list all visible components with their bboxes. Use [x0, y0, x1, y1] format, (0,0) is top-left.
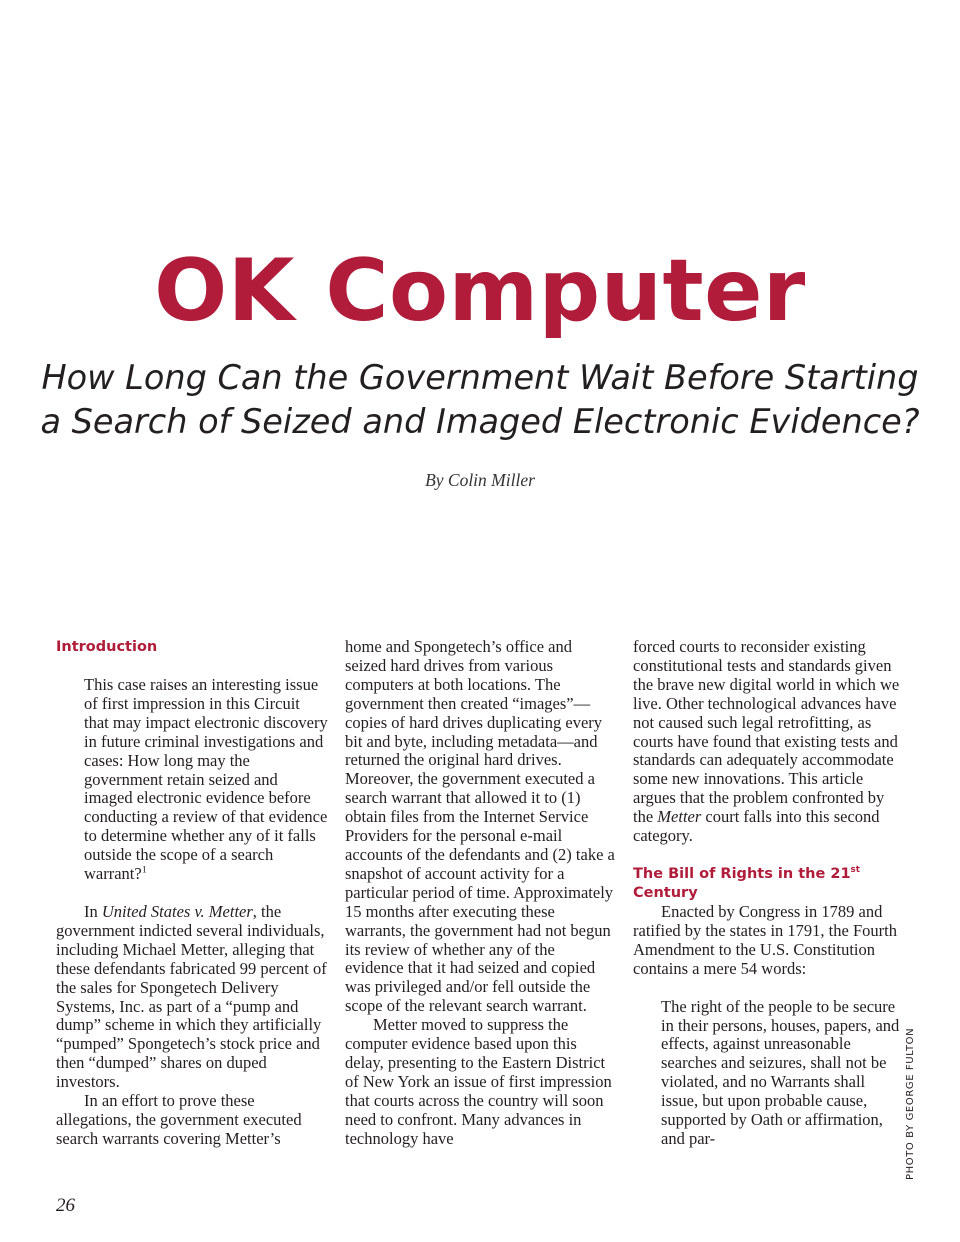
- paragraph-courts-reconsider: forced courts to reconsider existing constitutional tests and standards given the brave new digital world in which we live. Other technological advances have not caused such legal retrofitting, as courts have found that existing tests and standards can adequately accommodate some new innovations. This article argues that the problem confronted by the Metter court falls into this second category.: [633, 637, 900, 846]
- column-3: [633, 638, 903, 1149]
- paragraph-search-warrants: In an effort to prove these allegations, the government executed search warrants covering Metter’s: [56, 1091, 302, 1148]
- subtitle-line-1: How Long Can the Government Wait Before Starting: [41, 358, 919, 397]
- column-1: [56, 638, 328, 1149]
- case-name-metter: Metter: [657, 807, 702, 827]
- subtitle-line-2: a Search of Seized and Imaged Electronic Evidence?: [40, 402, 920, 441]
- footnote-marker: 1: [141, 864, 147, 876]
- paragraph-hard-drives: home and Spongetech’s office and seized hard drives from various computers at both locations. The government then created “images”—copies of hard drives duplicating every bit and byte, including metadata—and returned the original hard drives. Moreover, the government executed a search warrant that allowed it to (1) obtain files from the Internet Service Providers for the personal e-mail accounts of the defendants and (2) take a snapshot of account activity for a particular period of time. Approximately 15 months after executing these warrants, the government had not begun its review of whether any of the evidence that it had seized and copied was privileged and/or fell outside the scope of the relevant search warrant.: [345, 637, 615, 1016]
- intro-paragraph: This case raises an interesting issue of first impression in this Circuit that may impact electronic discovery in future criminal investigations and cases: How long may the government retain seized and imaged electronic evidence before conducting a review of that evidence to determine whether any of it falls outside the scope of a search warrant?$^1$: [84, 675, 328, 884]
- case-name: United States v. Metter: [101, 901, 253, 921]
- article-subtitle: [0, 356, 960, 444]
- paragraph-metter-case: In United States v. Metter, the government indicted several individuals, including Michael Metter, alleging that these defendants fabricated 99 percent of the sales for Spongetech Delivery Systems, Inc. as part of a “pump and dump” scheme in which they artificially “pumped” Spongetech’s stock price and then “dumped” shares on duped investors.: [56, 901, 327, 1092]
- section-heading-bill-of-rights: The Bill of Rights in the 21st Century: [633, 865, 860, 901]
- paragraph-fourth-amendment: Enacted by Congress in 1789 and ratified by the states in 1791, the Fourth Amendment to the U.S. Constitution contains a mere 54 words:: [633, 901, 897, 978]
- fourth-amendment-quote: The right of the people to be secure in their persons, houses, papers, and effects, against unreasonable searches and seizures, shall not be violated, and no Warrants shall issue, but upon probable cause, supported by Oath or affirmation, and par-: [661, 996, 900, 1148]
- byline: By Colin Miller: [425, 470, 535, 490]
- paragraph-motion-to-suppress: Metter moved to suppress the computer evidence based upon this delay, presenting to the Eastern District of New York an issue of first impression that courts across the country will soon need to confront. Many advances in technology have: [345, 1015, 612, 1148]
- photo-credit: PHOTO BY GEORGE FULTON: [905, 1027, 916, 1180]
- page-number: 26: [56, 1195, 75, 1216]
- article-title: OK Computer: [154, 241, 806, 341]
- section-heading-introduction: Introduction: [56, 639, 158, 655]
- column-2: [345, 638, 615, 1148]
